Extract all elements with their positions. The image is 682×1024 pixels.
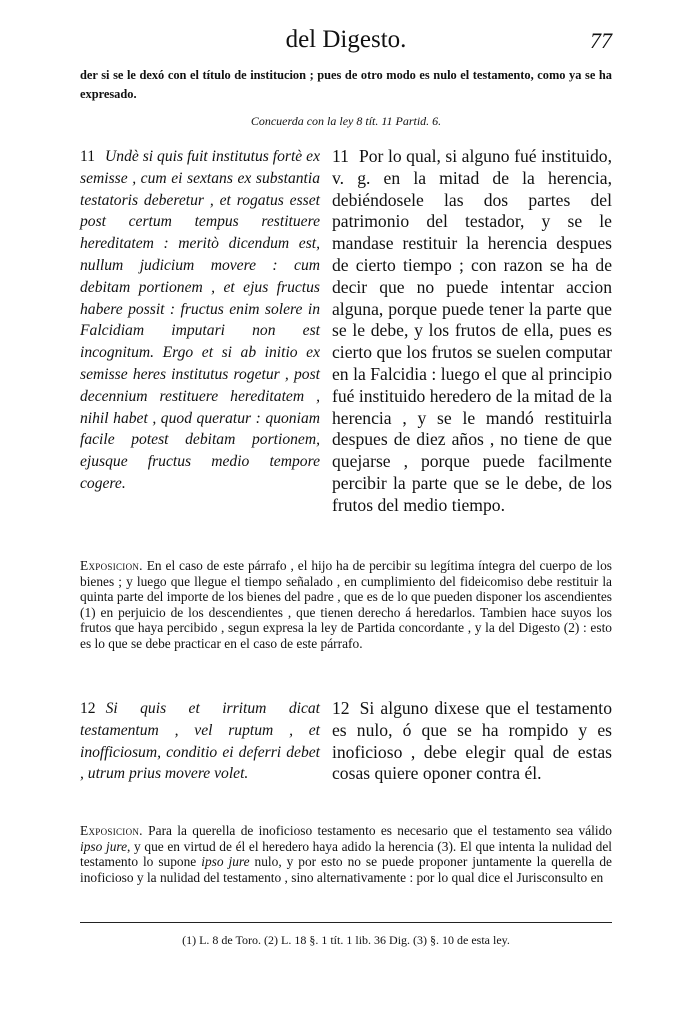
spanish-text: Si alguno dixese que el testamento es nulo, ó que se ha rompido y es inoficioso , debe elegir qual de estas cosas quiere oponer contra él. <box>332 698 612 784</box>
footnote-rule <box>80 922 612 923</box>
exposicion-latin-term: ipso jure <box>80 838 128 854</box>
latin-column-12 <box>80 698 320 785</box>
spanish-column-11 <box>332 146 612 517</box>
exposicion-12 <box>80 823 612 885</box>
spanish-text: Por lo qual, si alguno fué instituido, v. g. en la mitad de la herencia, debiéndosele las dos partes del patrimonio del testador, y se le mandase restituir la herencia despues de cierto tiempo ; con razon se ha de decir que no puede intentar accion alguna, porque puede tener la parte que se le debe, y los frutos de ella, pues es cierto que los frutos se suelen computar en la Falcidia : luego el que al principio fué instituido heredero de la mitad de la herencia , y se le mandó restituirla despues de diez años , no tiene de que quejarse , porque puede facilmente percibir la parte que se le debe, de los frutos del medio tiempo. <box>332 146 612 515</box>
running-title: del Digesto. <box>285 26 407 53</box>
exposicion-text-part: nulo, y por esto no se puede proponer juntamente la querella de inoficioso y la nulidad del testamento , sino alternativamente : por lo qual dice el Jurisconsulto en <box>80 854 612 885</box>
paragraph-number: 12 <box>332 698 350 718</box>
latin-text: Undè si quis fuit institutus fortè ex semisse , cum ei sextans ex substantia testatoris deberetur , et rogatus esset post certum tempus restituere hereditatem : meritò dicendum est, nullum judicium movere : cum debitam portionem , et ejus fructus habere possit : fructus enim solere in Falcidiam imputari non est incognitum. Ergo et si ab initio ex semisse heres institutus rogetur , post decennium restituere hereditatem , nihil habet , quod queratur : quoniam facile potest debitam portionem, ejusque fructus medio tempore cogere. <box>80 148 320 492</box>
exposicion-latin-term: ipso jure <box>201 854 250 870</box>
paragraph-number: 11 <box>332 146 349 166</box>
paragraph-number: 11 <box>80 148 96 165</box>
footnotes: (1) L. 8 de Toro. (2) L. 18 §. 1 tít. 1 lib. 36 Dig. (3) §. 10 de esta ley. <box>182 933 510 947</box>
page-header <box>80 26 612 58</box>
spanish-column-12 <box>332 698 612 785</box>
exposicion-11 <box>80 558 612 652</box>
exposicion-text-part: , y que en virtud de él el heredero haya adido la herencia (3). El que intenta la nulidad del testamento lo supone <box>80 838 612 870</box>
page-number: 77 <box>590 28 612 53</box>
paragraph-number: 12 <box>80 700 96 717</box>
concordance-note: Concuerda con la ley 8 tít. 11 Partid. 6. <box>250 114 442 128</box>
exposicion-text: En el caso de este párrafo , el hijo ha de percibir su legítima íntegra del cuerpo de los bienes ; y luego que llegue el tiempo señalado , en cumplimiento del fideicomiso debe restituir la quinta parte del importe de los bienes del padre , que es de lo que pueden disponer los ascendientes (1) en perjuicio de los descendientes , que tienen derecho á heredarlos. Tambien hace suyos los frutos que haya percibido , segun expresa la ley de Partida concordante , y la del Digesto (2) : esto es lo que se debe practicar en el caso de este párrafo. <box>80 558 612 651</box>
exposicion-heading: Exposicion. <box>80 558 143 573</box>
latin-text: Si quis et irritum dicat testamentum , vel ruptum , et inofficiosum, conditio ei deferri debet , utrum prius movere volet. <box>80 700 320 783</box>
carry-over-text: der si se le dexó con el título de institucion ; pues de otro modo es nulo el testamento, como ya se ha expresado. <box>80 68 612 101</box>
exposicion-text-part: Para la querella de inoficioso testamento es necesario que el testamento sea válido <box>148 823 612 838</box>
exposicion-heading: Exposicion. <box>80 823 143 838</box>
latin-column-11 <box>80 146 320 495</box>
